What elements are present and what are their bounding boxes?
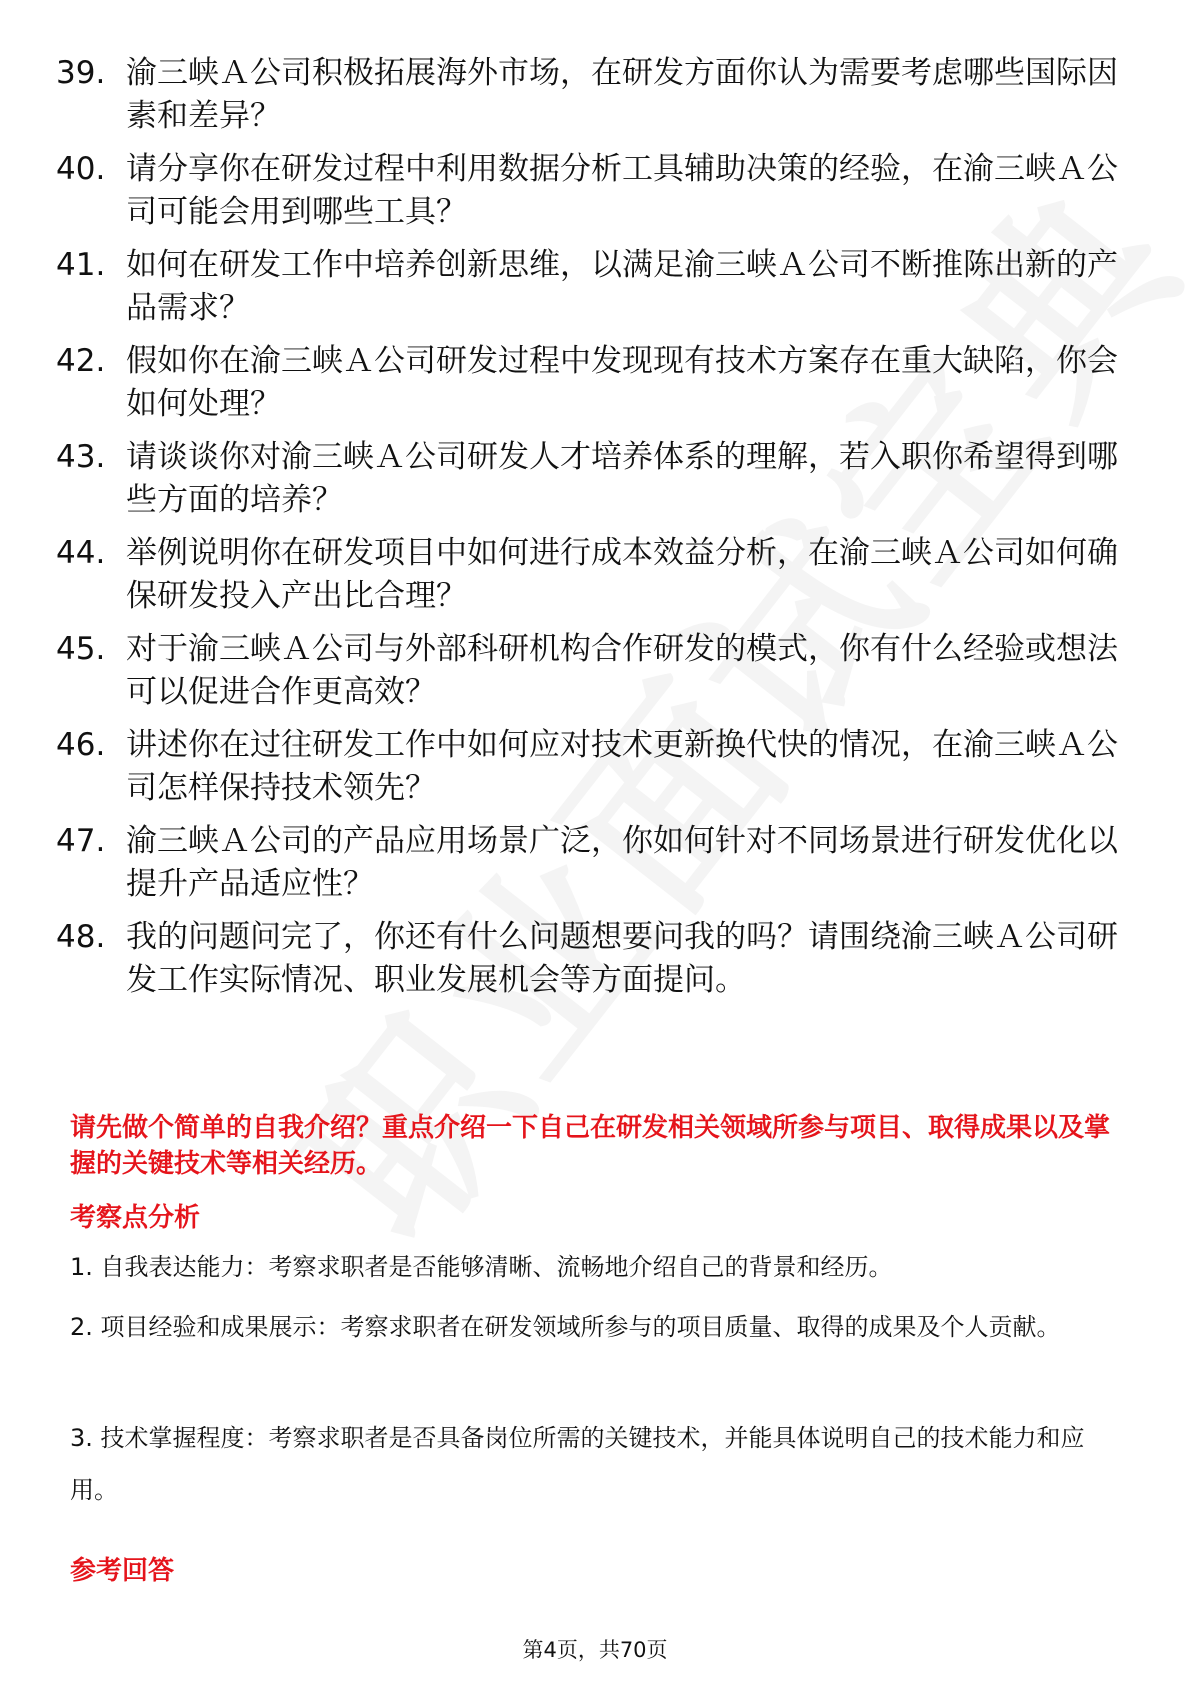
question-list <box>56 52 1126 1012</box>
analysis-heading: 考察点分析 <box>70 1203 201 1233</box>
question-item <box>56 532 1126 618</box>
analysis-item: 3. 技术掌握程度：考察求职者是否具备岗位所需的关键技术，并能具体说明自己的技术能力和应用。 <box>70 1424 1085 1504</box>
question-text: 讲述你在过往研发工作中如何应对技术更新换代快的情况，在渝三峡Ａ公司怎样保持技术领先？ <box>126 727 1118 806</box>
analysis-item: 1. 自我表达能力：考察求职者是否能够清晰、流畅地介绍自己的背景和经历。 <box>70 1253 893 1281</box>
question-text: 渝三峡Ａ公司积极拓展海外市场，在研发方面你认为需要考虑哪些国际因素和差异？ <box>126 55 1118 134</box>
question-item <box>56 436 1126 522</box>
analysis-item: 2. 项目经验和成果展示：考察求职者在研发领域所参与的项目质量、取得的成果及个人贡献。 <box>70 1313 1061 1341</box>
question-number: 46. <box>56 727 106 763</box>
intro-question: 请先做个简单的自我介绍？重点介绍一下自己在研发相关领域所参与项目、取得成果以及掌握的关键技术等相关经历。 <box>70 1113 1111 1179</box>
question-item <box>56 52 1126 138</box>
question-text: 渝三峡Ａ公司的产品应用场景广泛，你如何针对不同场景进行研发优化以提升产品适应性？ <box>126 823 1118 902</box>
question-number: 47. <box>56 823 106 859</box>
question-text: 对于渝三峡Ａ公司与外部科研机构合作研发的模式，你有什么经验或想法可以促进合作更高效？ <box>126 631 1118 710</box>
question-item <box>56 340 1126 426</box>
question-item <box>56 916 1126 1002</box>
question-text: 请分享你在研发过程中利用数据分析工具辅助决策的经验，在渝三峡Ａ公司可能会用到哪些工具？ <box>126 151 1118 230</box>
answer-heading: 参考回答 <box>70 1556 175 1586</box>
question-number: 45. <box>56 631 106 667</box>
question-number: 42. <box>56 343 106 379</box>
question-text: 举例说明你在研发项目中如何进行成本效益分析，在渝三峡Ａ公司如何确保研发投入产出比合理？ <box>126 535 1118 614</box>
question-item <box>56 148 1126 234</box>
question-number: 41. <box>56 247 106 283</box>
question-number: 48. <box>56 919 106 955</box>
question-item <box>56 628 1126 714</box>
question-number: 44. <box>56 535 106 571</box>
question-item <box>56 724 1126 810</box>
question-item <box>56 820 1126 906</box>
question-number: 40. <box>56 151 106 187</box>
question-text: 请谈谈你对渝三峡Ａ公司研发人才培养体系的理解，若入职你希望得到哪些方面的培养？ <box>126 439 1118 518</box>
question-text: 如何在研发工作中培养创新思维，以满足渝三峡Ａ公司不断推陈出新的产品需求？ <box>126 247 1118 326</box>
question-text: 我的问题问完了，你还有什么问题想要问我的吗？请围绕渝三峡Ａ公司研发工作实际情况、职业发展机会等方面提问。 <box>126 919 1118 998</box>
question-item <box>56 244 1126 330</box>
page-footer: 第4页，共70页 <box>522 1638 668 1662</box>
question-number: 43. <box>56 439 106 475</box>
question-number: 39. <box>56 55 106 91</box>
question-text: 假如你在渝三峡Ａ公司研发过程中发现现有技术方案存在重大缺陷，你会如何处理？ <box>126 343 1118 422</box>
